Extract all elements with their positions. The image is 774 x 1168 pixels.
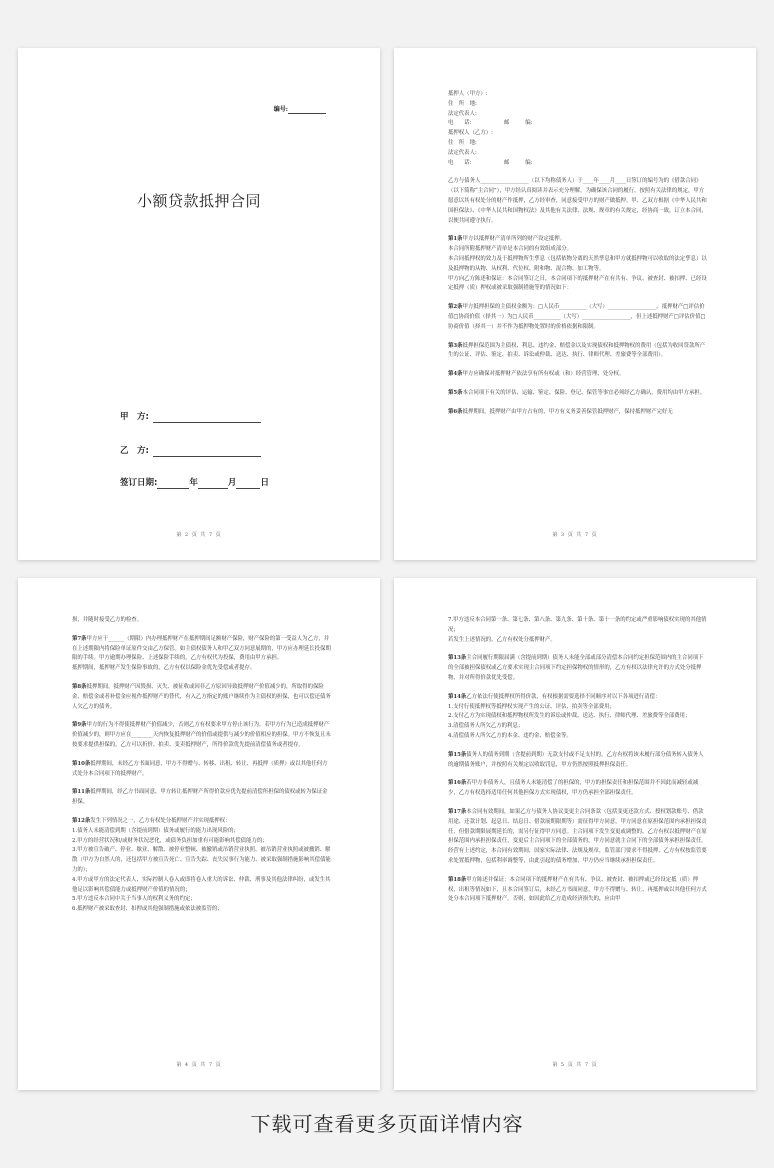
clause-heading: 第7条 [72,635,87,642]
clause-paragraph: 损，并随时接受乙方的检查。 [72,617,143,623]
clause-paragraph: 抵押期间，抵押财产发生保险事故的，乙方有权以保险金优先受偿或者提存。 [72,665,256,672]
list-item: 2.支付乙方为实现债权和抵押物权所发生的诉讼或仲裁、送达、执行、律师代理、差旅费等全部费用； [448,713,691,720]
clause-heading: 第2条 [448,304,463,311]
clause-heading: 第5条 [448,389,463,396]
contract-page-3 [18,578,380,1090]
clause-paragraph: 第15条债务人的债务到期（含提前到期）无款支付或不足支付的，乙方有权将该未履行部分债务转入债务人的逾期债务账户，并按照有关规定以收取罚息，甲方仍然按照抵押担保责任。 [448,751,704,768]
party-a-field [120,410,261,423]
clause-paragraph: 第7条甲方应于______（期限）内办理抵押财产在抵押期间足额财产保险，财产保险的第一受益人为乙方，并在上述期限内将保险单证原件交由乙方保管。如主债权债务人和甲乙双方同意展期的，甲方应办理延长投保期限的手续。甲方逾期办理保险、上述保险手续的，乙方有权代为投保，费用由甲方承担。 [72,635,331,662]
list-item: 6.抵押财产被采取查封、扣押或其他强制措施或依法被监管的； [72,906,223,913]
clause-heading: 第14条 [448,693,467,700]
clause-heading: 第1条 [448,236,463,243]
party-b-label: 乙 方: [120,446,149,456]
list-item: 2.甲方的经营状况和/或财务状况恶化，或债务负担加重有可能影响其偿债能力的； [72,837,268,844]
page-body [448,616,708,905]
parties-block [448,90,708,168]
page-body [72,616,332,915]
clause-paragraph: 第12条发生下列情况之一，乙方有权处分抵押财产并实现抵押权： [72,817,231,824]
clause-paragraph: 本合同抵押权的效力及于抵押物所生孳息（包括依物分离的天然孳息和甲方就抵押物可以收取的法定孳息）以及抵押物的从物、从权利、代位权、附和物、混合物、加工物等。 [448,255,707,272]
clause-heading: 第17条 [448,808,467,815]
preamble-paragraph: 乙方与债务人__________________（以下均称债务人）于____年____月____日签订的编号为的《借款合同》（以下简称“主合同”），甲方经认真阅读并表示充分理解，为确保该合同的履行，按照有关法律的规定，甲方愿意以其有权处分的财产作抵押，乙方经审查，同意接受甲方的财产做抵押。甲、乙双方根据《中华人民共和国担保法》、《中华人民共和国物权法》及其他有关法律、法规、规章的有关规定，经协商一致，订立本合同，以便共同遵守执行。 [448,178,707,224]
party-a-blank [153,412,261,423]
clause-paragraph: 甲方向乙方陈述和保证：本合同签订之日，本合同项下的抵押财产在有共有、争议、被查封、被扣押、已经设定抵押（质）押权或被采取强制措施等的情况如下： [448,275,707,292]
party-b-blank [153,446,261,457]
day-label: 日 [260,478,269,488]
page-number: 第 4 页 共 7 页 [176,1062,222,1068]
party-line: 法定代表人: [448,110,477,117]
year-blank [157,478,189,489]
contract-number-blank [288,106,326,114]
party-line: 住 所 地: [448,139,477,146]
clause-paragraph: 第18条甲方陈述并保证：本合同项下的抵押财产在有共有、争议、被查封、被扣押或已经设定抵（质）押权，出租等情况如下，且本合同签订后，未经乙方书面同意，甲方不得赠与、转让、再抵押或以其他任何方式处分本合同项下抵押财产。否则，如因此给乙方造成经济损失的，应由甲 [448,876,707,903]
download-more-caption[interactable]: 下载可查看更多页面详情内容 [250,1112,524,1136]
clause-paragraph: 第9条甲方的行为不得使抵押财产价值减少，否则乙方有权要求甲方停止该行为。若甲方行为已造成抵押财产价值减少的，则甲方应在________天内恢复抵押财产的价值或提供与减少的价值相应的担保。甲方不恢复且未按要求提供担保的，乙方可以折价、拍卖、变卖抵押财产，所得价款优先提前清偿债务或者提存。 [72,722,331,748]
clause-paragraph: 第16条若甲方非债务人，且债务人未能清偿了的担保的，甲方的担保责任和担保范围并不因此而减轻或减少，乙方有权选择适用任何其他担保方式实现债权，甲方仍承担全部担保责任。 [448,780,699,797]
clause-paragraph: 第17条本合同有效期间，如果乙方与债务人协议变更主合同条款（包括变更还款方式、授权划款账号、借款用途、还款计划、起息日、结息日、借款展期限期等）需征得甲方同意，甲方同意在原担保范围内承担担保责任，但借款期限展期延长的，需另行征得甲方同意。主合同项下发生变更或调整的，乙方有权以抵押财产在原担保范围内承担担保责任，变更后主合同项下的全部债务的，甲方同意就主合同下的全部债务承担担保责任。 [448,808,707,845]
party-line: 电 话: 邮 编: [448,159,533,166]
year-label: 年 [189,478,198,488]
party-line: 住 所 地: [448,100,477,107]
clause-paragraph: 第4条甲方应确保对抵押财产依法享有所有权或（和）经营管理、处分权。 [448,371,625,378]
month-blank [198,478,228,489]
contract-page-2 [394,48,756,560]
page-number: 第 5 页 共 7 页 [552,1062,598,1068]
clause-paragraph: 第10条抵押期间，未经乙方书面同意，甲方不得赠与、转移、出租、转让、再抵押（质押）或以其他任何方式处分本合同项下的抵押财产。 [72,760,328,777]
clause-heading: 第13条 [448,655,467,662]
clause-paragraph: 经营有上述约定，本合同有效期间，国家实际法律、法规及规章，监管部门要求不得抵押、乙方有权按监管要求处置抵押物，包括利率调整等，由此引起的债务增加，甲方仍应当继续承担担保责任。 [448,848,707,864]
sign-date-field [120,476,269,489]
list-item: 3.甲方被宣告破产、停业、歇业、解散、被停业整顿、被撤销或吊销营业执照、被吊销营业执照或被撤销、解散（甲方为自然人的，还包括甲方被宣告死亡、宣告失踪、丧失民事行为能力、被采取强制措施影响其偿债能力的）； [72,847,331,873]
clause-heading: 第15条 [448,751,467,758]
clause-heading: 第4条 [448,371,463,378]
clause-heading: 第12条 [72,817,91,824]
clause-paragraph: 若发生上述情况的，乙方有权处分抵押财产。 [448,636,556,643]
clause-paragraph: 第13条主合同履行期限届满（含提前到期）债务人未能全部或部分清偿本合同约定担保范围内的主合同项下的全部被担保债权或乙方要求实现主合同项下约定担保物权的情形的，乙方有权以法律允许的方式处分抵押物，并对所得价款优先受偿。 [448,655,704,681]
contract-page-4 [394,578,756,1090]
party-line: 抵押权人（乙方）: [448,130,493,137]
list-item: 5.甲方违反本合同中关于当事人的权利义务的约定； [72,896,196,903]
clause-paragraph: 第14条乙方依法行使抵押权所得价款，有权根据需要选择不同顺序对以下各项进行清偿： [448,693,661,700]
day-blank [236,478,260,489]
clause-heading: 第3条 [448,342,463,349]
party-line: 电 话: 邮 编: [448,120,533,127]
contract-number-field [274,104,326,114]
clause-paragraph: 第8条抵押期间，抵押财产因毁损、灭失、被征收或因非乙方原因导致抵押财产价值减少的，所取得的保险金、赔偿金或者补偿金应视作抵押财产的替代，有入乙方指定的账户继续作为主债权的担保，也可以偿还债务人欠乙方的债务。 [72,683,331,710]
list-item: 3.清偿债务人所欠乙方的利息； [448,723,524,730]
clause-paragraph: 第6条抵押期间，抵押财产由甲方占有的，甲方有义务妥善保管抵押财产，保持抵押财产完好无 [448,408,673,415]
contract-cover-page [18,48,380,560]
page-number: 第 2 页 共 7 页 [176,532,222,538]
list-item: 1.债务人未能清偿到期（含提前到期）债务或履行的能力出现风险的； [72,827,239,834]
month-label: 月 [227,478,237,488]
list-item: 4.清偿债务人所欠乙方的本金、违约金、赔偿金等。 [448,732,572,739]
clause-paragraph: 第1条甲方以抵押财产清单所列的财产设定抵押。 [448,236,565,243]
clause-paragraph: 第3条抵押担保范围为主债权、利息、违约金、赔偿金以及实现债权和抵押物权的费用（包括为收回贷款所产生的公证、评估、鉴定、拍卖、诉讼或仲裁、送达、执行、律师代理、差旅费等全部费用）。 [448,342,706,359]
clause-heading: 第10条 [72,760,91,767]
clause-heading: 第11条 [72,789,91,796]
clause-paragraph: 第11条抵押期间，经乙方书面同意，甲方转让抵押财产所得价款应优先提前清偿所担保的债权或转为保证金担保。 [72,789,328,806]
clause-heading: 第6条 [448,408,463,415]
clause-heading: 第9条 [72,722,87,729]
clause-paragraph: 第2条甲方抵押担保的主债权金额为：□人民币__________（大写）__________________，抵押财产□评估价值□协商价值（择其一）为□人民币__________（大写）__________________，但上述抵押财产□评估价值□协商价值（择其一）并不作为抵押物处置时的价格依据和限制。 [448,304,706,330]
sign-date-label: 签订日期: [120,478,158,488]
party-line: 法定代表人: [448,149,477,156]
list-item: 1.支付行使抵押权等抵押权实现产生的公证、评估、拍卖等全部费用； [448,703,615,710]
list-item: 7.甲方违反本合同第一条、第七条、第八条、第九条、第十条、第十一条的约定或严重影响债权实现的其他情况； [448,617,707,633]
list-item: 4.甲方或甲方的法定代表人、实际控制人卷入或即将卷入重大的诉讼、仲裁、刑事及其他法律纠纷，或发生其他足以影响其偿债能力或抵押财产价值的情况的； [72,876,331,893]
clause-heading: 第8条 [72,683,87,690]
party-line: 抵押人（甲方）: [448,91,488,97]
party-b-field [120,444,261,457]
clause-paragraph: 第5条本合同项下有关的评估、运输、鉴定、保险、登记、保管等事宜必须经乙方确认，费用均由甲方承担。 [448,389,706,396]
party-a-label: 甲 方: [120,412,149,422]
clause-heading: 第18条 [448,876,467,883]
clause-paragraph: 本合同所附抵押财产清单是本合同的有效组成部分。 [448,246,572,253]
page-number: 第 3 页 共 7 页 [552,532,598,538]
clause-heading: 第16条 [448,780,467,787]
contract-title: 小额贷款抵押合同 [136,192,261,210]
contract-number-label: 编号: [273,106,288,113]
page-body [448,90,708,418]
